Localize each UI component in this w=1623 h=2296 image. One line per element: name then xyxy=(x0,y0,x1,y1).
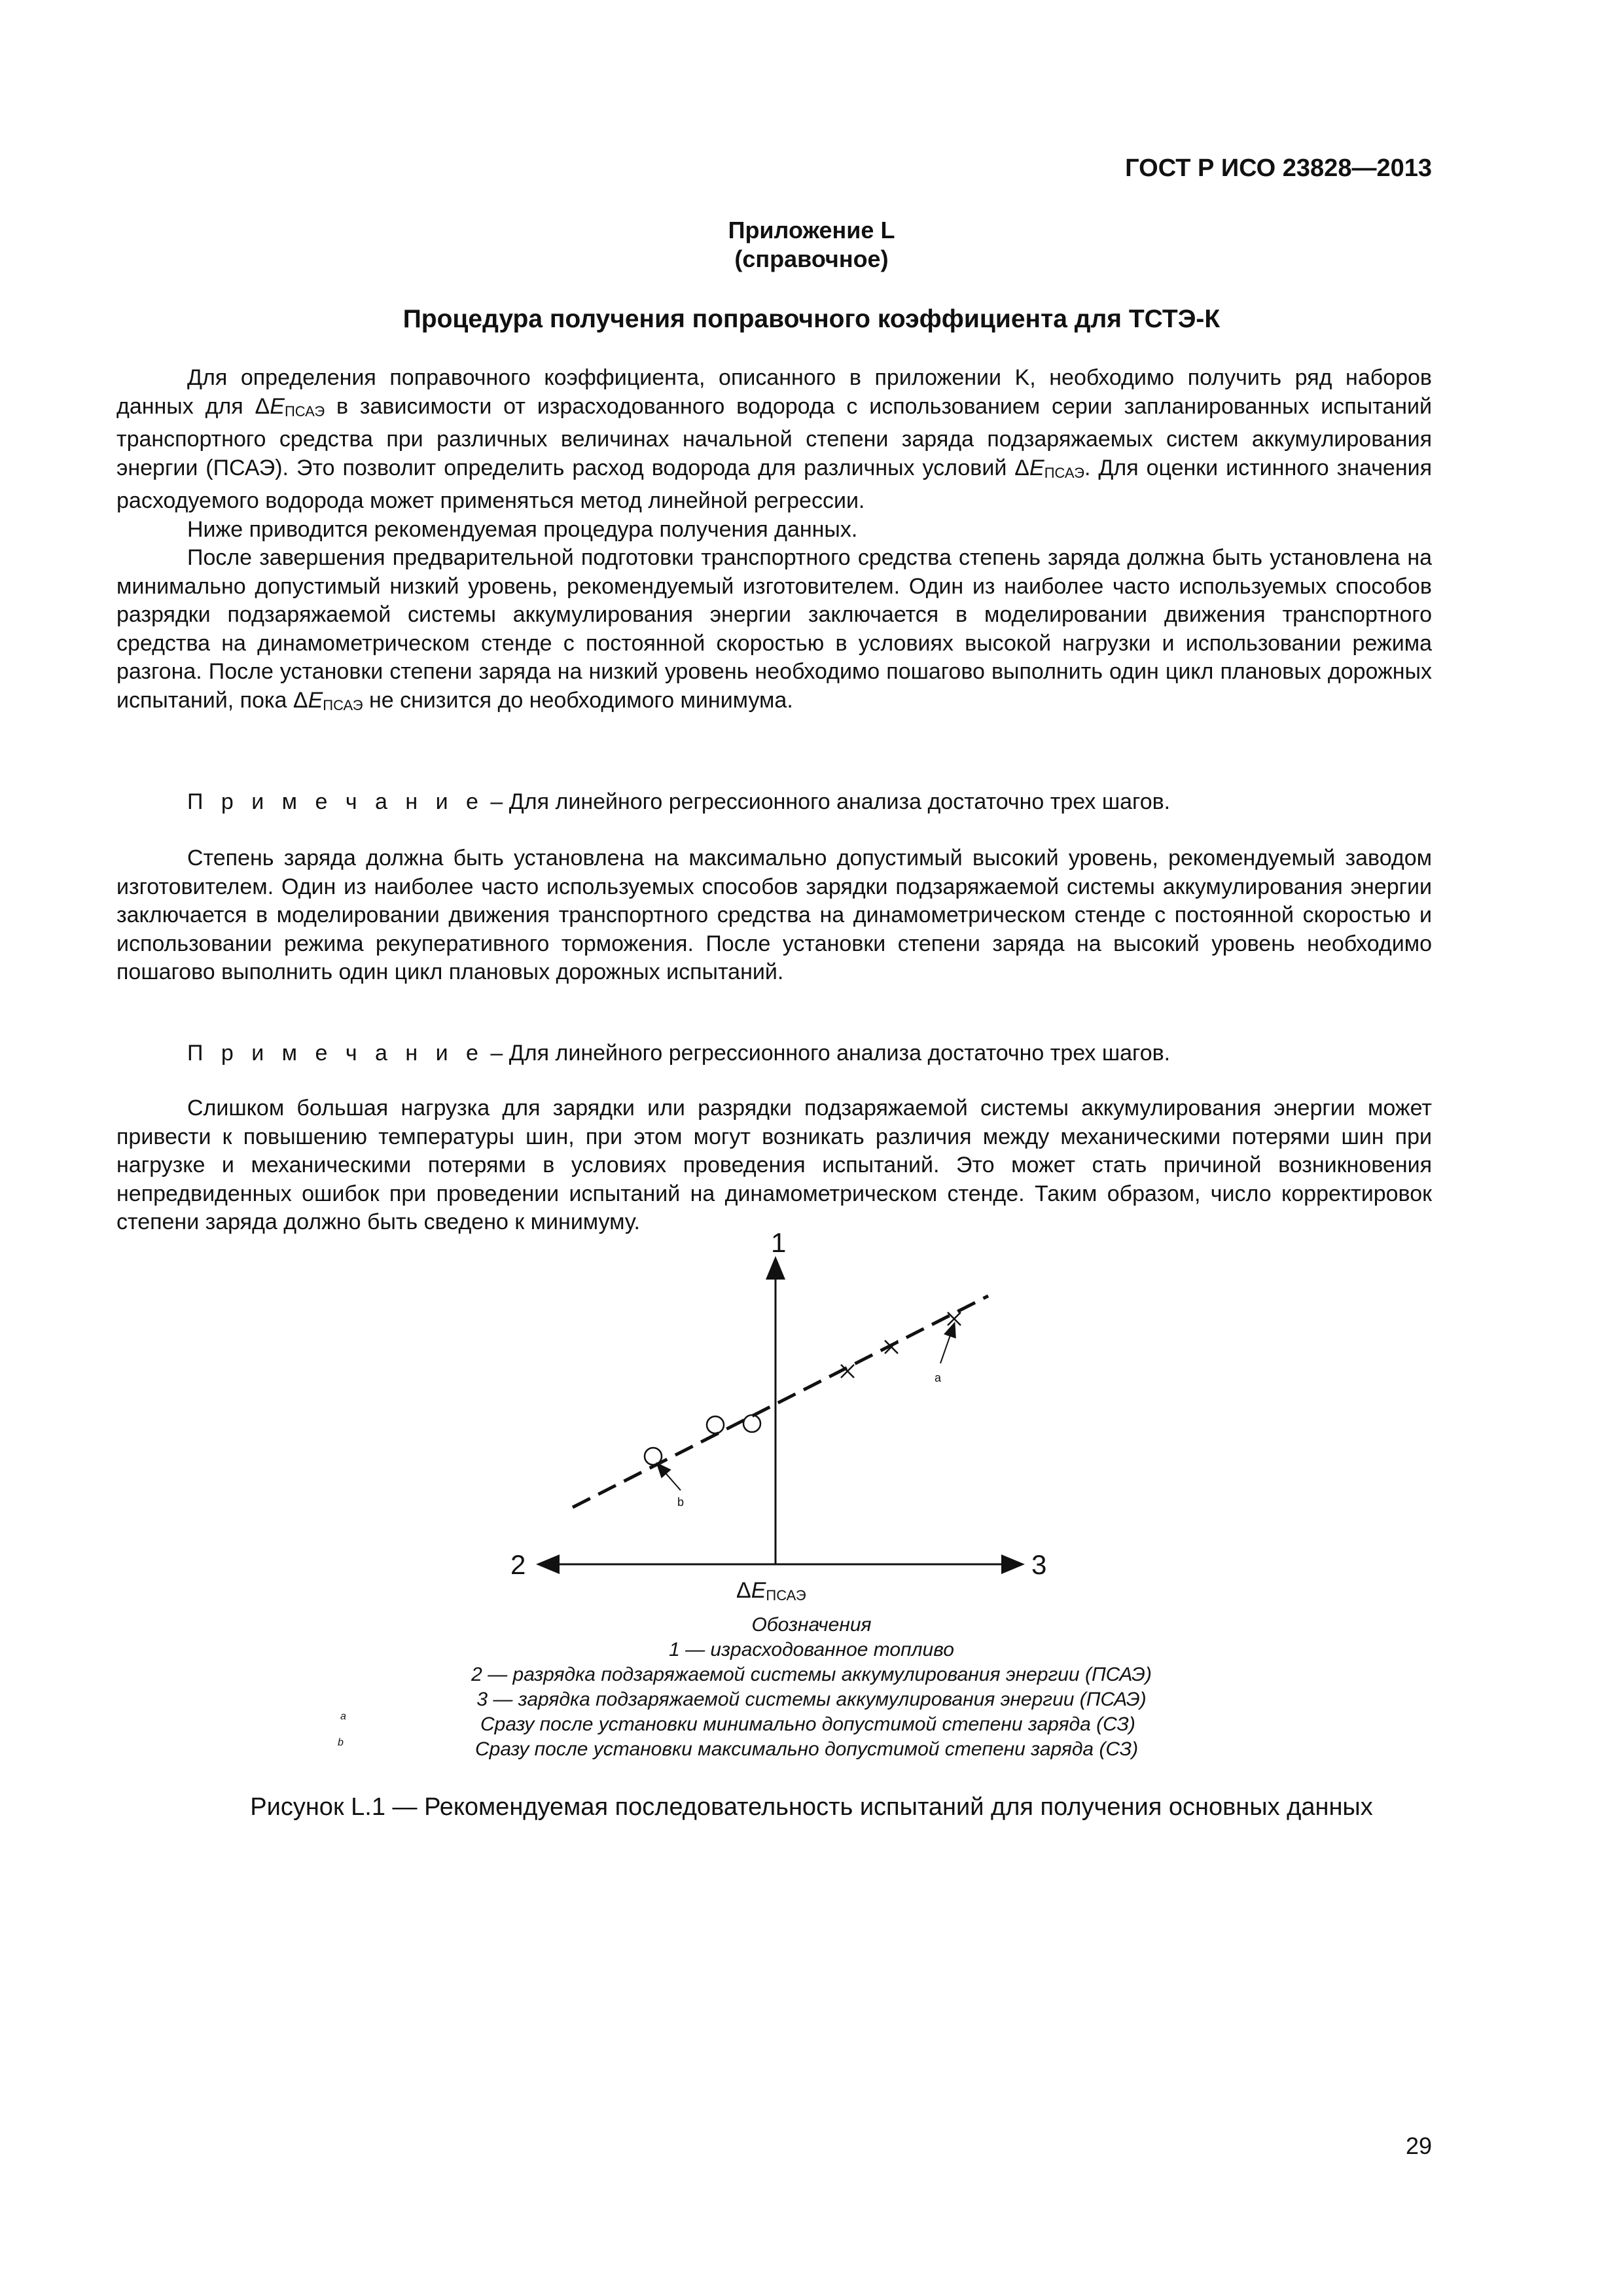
pointer-a xyxy=(940,1324,954,1363)
note-1: П р и м е ч а н и е – Для линейного регрессионного анализа достаточно трех шагов. xyxy=(187,789,1171,814)
page-number: 29 xyxy=(1405,2132,1432,2159)
paragraph-block-1 xyxy=(116,364,1432,719)
pointer-label-a: a xyxy=(935,1371,942,1384)
axis-label-1: 1 xyxy=(771,1227,787,1258)
legend-item-3: 3 — зарядка подзаряжаемой системы аккумулирования энергии (ПСАЭ) xyxy=(476,1689,1147,1710)
paragraph-block-2 xyxy=(116,844,1432,987)
note-2: П р и м е ч а н и е – Для линейного регрессионного анализа достаточно трех шагов. xyxy=(187,1041,1171,1066)
x-axis-title: $\Delta E_{ПСАЭ}$ xyxy=(736,1578,806,1604)
figure-regression xyxy=(458,1227,1113,1604)
paragraph-block-3 xyxy=(116,1094,1432,1237)
footnote-mark-b: b xyxy=(338,1737,344,1748)
data-point-circle xyxy=(645,1448,662,1465)
paragraph-5: Слишком большая нагрузка для зарядки или разрядки подзаряжаемой системы аккумулирования энергии может привести к повышению температуры шин, при этом могут возникать различия между механическими потерями шин при нагрузке и механическими потерями в условиях проведения испытаний. Это может стать причиной возникновения непредвиденных ошибок при проведении испытаний на динамометрическом стенде. Таким образом, число корректировок степени заряда должно быть сведено к минимуму. xyxy=(116,1096,1432,1234)
paragraph-1: Для определения поправочного коэффициента, описанного в приложении K, необходимо получить ряд наборов данных для $\Delta E_{ПСАЭ}$ в зависимости от израсходованного водорода с использованием серии запланированных испытаний транспортного средства при различных величинах начальной степени заряда подзаряжаемых систем аккумулирования энергии (ПСАЭ). Это позволит определить расход водорода для различных условий $\Delta E_{ПСАЭ}$. Для оценки истинного значения расходуемого водорода может применяться метод линейной регрессии. xyxy=(116,365,1433,513)
regression-line xyxy=(573,1296,988,1507)
legend-item-2: 2 — разрядка подзаряжаемой системы аккумулирования энергии (ПСАЭ) xyxy=(471,1664,1152,1685)
paragraph-3: После завершения предварительной подготовки транспортного средства степень заряда должна быть установлена на минимально допустимый низкий уровень, рекомендуемый изготовителем. Один из наиболее часто используемых способов разрядки подзаряжаемой системы аккумулирования энергии заключается в моделировании движения транспортного средства на динамометрическом стенде с постоянной скоростью в условиях высокой нагрузки и использовании режима разгона. После установки степени заряда на низкий уровень необходимо пошагово выполнить один цикл плановых дорожных испытаний, пока $\Delta E_{ПСАЭ}$ не снизится до необходимого минимума. xyxy=(116,545,1432,713)
pointer-b xyxy=(658,1464,681,1490)
paragraph-2: Ниже приводится рекомендуемая процедура получения данных. xyxy=(187,516,858,542)
data-point-cross xyxy=(948,1312,961,1325)
axis-label-3: 3 xyxy=(1031,1549,1047,1580)
annex-kind: (справочное) xyxy=(734,245,889,272)
annex-heading xyxy=(0,216,1623,274)
footnote-b: Сразу после установки максимально допустимой степени заряда (СЗ) xyxy=(475,1738,1139,1760)
pointer-label-b: b xyxy=(677,1496,685,1509)
paragraph-4: Степень заряда должна быть установлена на максимально допустимый высокий уровень, рекомендуемый заводом изготовителем. Один из наиболее часто используемых способов зарядки подзаряжаемой системы аккумулирования энергии заключается в моделировании движения транспортного средства на динамометрическом стенде с постоянной скоростью и использовании режима рекуперативного торможения. После установки степени заряда на высокий уровень необходимо пошагово выполнить один цикл плановых дорожных испытаний. xyxy=(116,846,1432,984)
legend-title: Обозначения xyxy=(751,1614,872,1636)
data-point-circle xyxy=(743,1415,760,1432)
figure-caption: Рисунок L.1 — Рекомендуемая последовательность испытаний для получения основных данных xyxy=(250,1793,1373,1821)
regression-diagram xyxy=(458,1234,1113,1600)
standard-header: ГОСТ Р ИСО 23828—2013 xyxy=(1125,154,1432,182)
axis-label-2: 2 xyxy=(510,1549,526,1580)
section-title: Процедура получения поправочного коэффициента для ТСТЭ-К xyxy=(402,305,1221,333)
annex-title: Приложение L xyxy=(728,217,895,243)
footnote-a: Сразу после установки минимально допустимой степени заряда (СЗ) xyxy=(480,1713,1135,1735)
legend-item-1: 1 — израсходованное топливо xyxy=(669,1639,954,1660)
data-point-circle xyxy=(707,1416,724,1433)
footnote-mark-a: a xyxy=(340,1711,346,1722)
